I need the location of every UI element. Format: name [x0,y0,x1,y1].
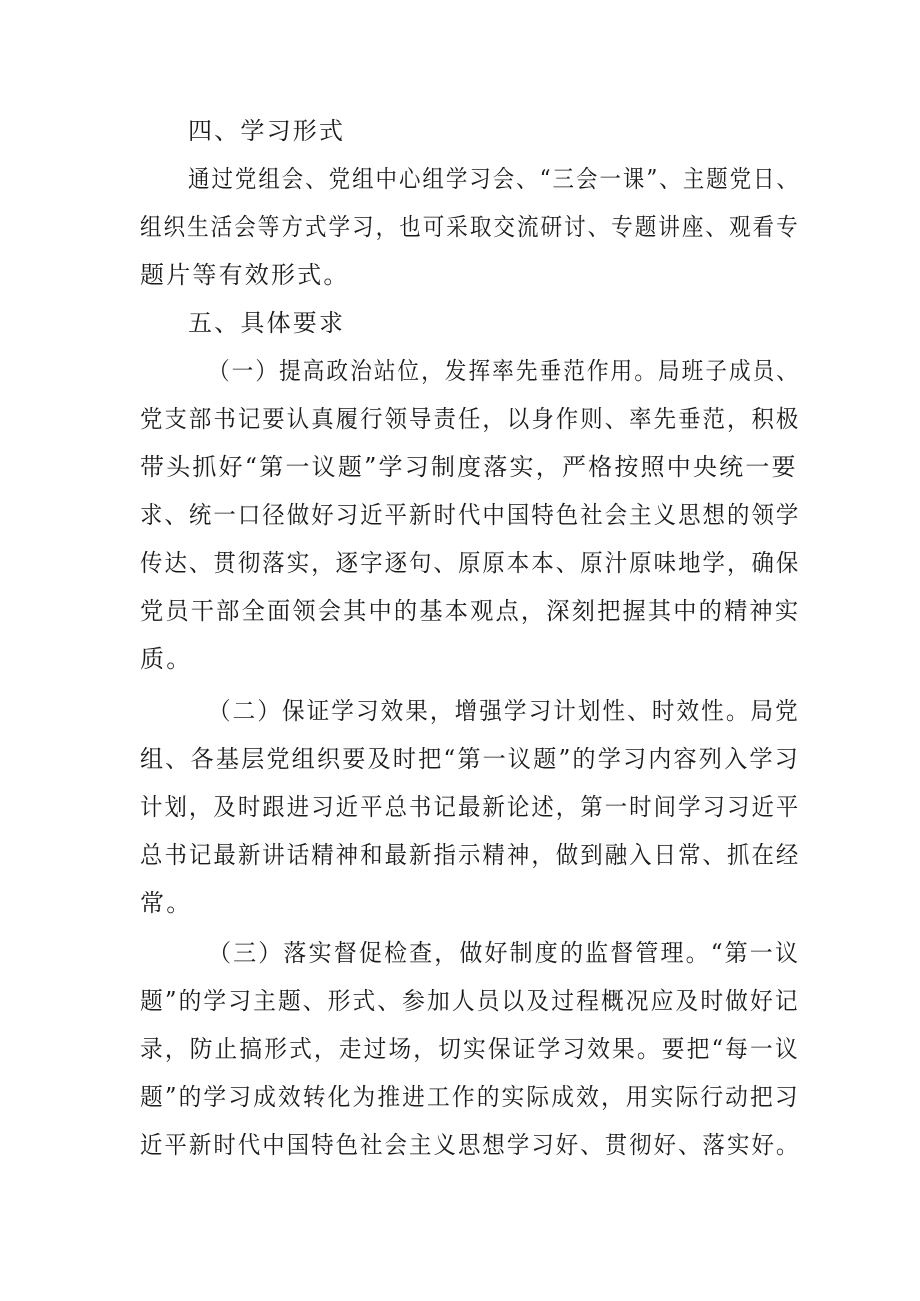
paragraph-line: 质。 [140,645,193,673]
section-heading-5: 五、具体要求 [188,309,346,337]
paragraph-line: （一）提高政治站位，发挥率先垂范作用。局班子成员、 [208,357,800,385]
paragraph-line: 总书记最新讲话精神和最新指示精神，做到融入日常、抓在经 [140,841,801,869]
paragraph-line: 通过党组会、党组中心组学习会、“三会一课”、主题党日、 [188,165,800,193]
paragraph-line: 录，防止搞形式，走过场，切实保证学习效果。要把“每一议 [140,1035,800,1063]
paragraph-line: 党员干部全面领会其中的基本观点，深刻把握其中的精神实 [140,597,801,625]
section-heading-4: 四、学习形式 [188,117,346,145]
paragraph-line: （二）保证学习效果，增强学习计划性、时效性。局党 [208,697,800,725]
paragraph-line: 组织生活会等方式学习，也可采取交流研讨、专题讲座、观看专 [140,213,800,241]
paragraph-line: 组、各基层党组织要及时把“第一议题”的学习内容列入学习 [140,745,800,773]
paragraph-line: 计划，及时跟进习近平总书记最新论述，第一时间学习习近平 [140,793,801,821]
paragraph-line: 题片等有效形式。 [140,261,350,289]
paragraph-line: 传达、贯彻落实，逐字逐句、原原本本、原汁原味地学，确保 [140,549,801,577]
paragraph-line: 近平新时代中国特色社会主义思想学习好、贯彻好、落实好。 [140,1131,801,1159]
paragraph-line: 常。 [140,889,193,917]
paragraph-line: （三）落实督促检查，做好制度的监督管理。“第一议 [208,939,801,967]
paragraph-line: 求、统一口径做好习近平新时代中国特色社会主义思想的领学 [140,501,801,529]
paragraph-line: 题”的学习主题、形式、参加人员以及过程概况应及时做好记 [140,987,800,1015]
paragraph-line: 题”的学习成效转化为推进工作的实际成效，用实际行动把习 [140,1083,800,1111]
paragraph-line: 党支部书记要认真履行领导责任，以身作则、率先垂范，积极 [140,405,801,433]
paragraph-line: 带头抓好“第一议题”学习制度落实，严格按照中央统一要 [140,453,798,481]
